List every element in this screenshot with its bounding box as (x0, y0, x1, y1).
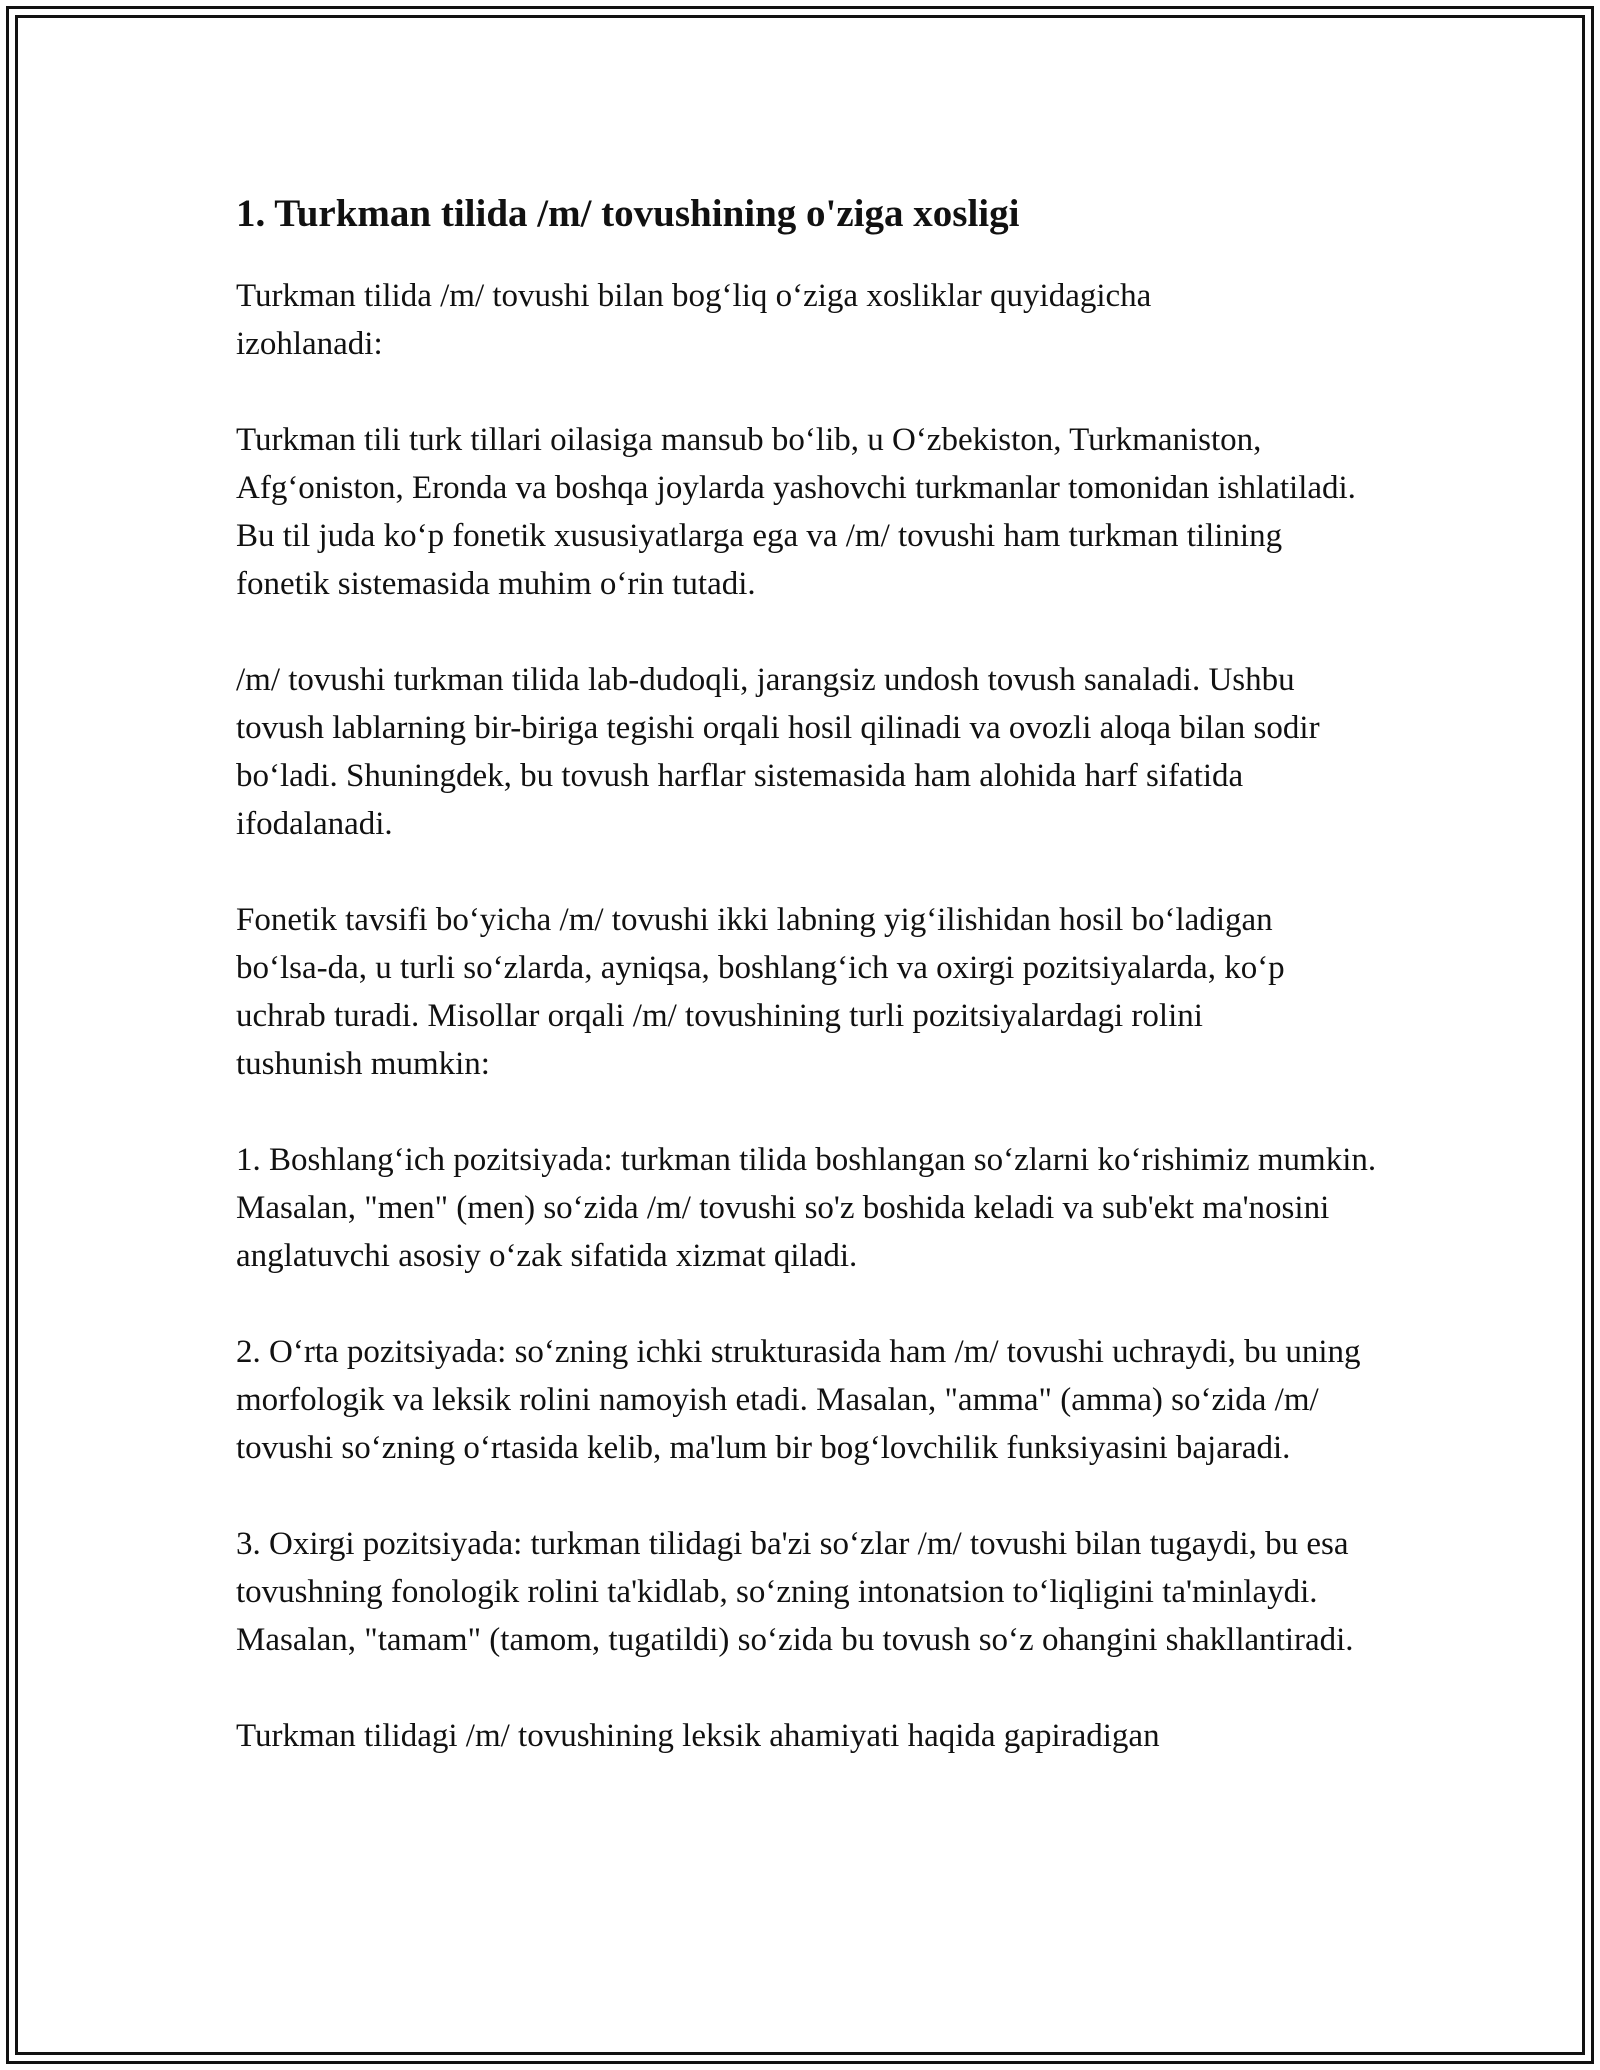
paragraph-lexical-significance: Turkman tilidagi /m/ tovushining leksik ahamiyati haqida gapiradigan (236, 1718, 1160, 1754)
paragraph-initial-position: 1. Boshlang‘ich pozitsiyada: turkman tilida boshlangan so‘zlarni ko‘rishimiz mumkin. Masalan, "men" (men) so‘zida /m/ tovushi so'z boshida keladi va sub'ekt ma'nosini anglatuvchi asosiy o‘zak sifatida xizmat qiladi. (236, 1142, 1377, 1274)
paragraph-phonetic-description: Fonetik tavsifi bo‘yicha /m/ tovushi ikki labning yig‘ilishidan hosil bo‘ladigan bo‘lsa-da, u turli so‘zlarda, ayniqsa, boshlang‘ich va oxirgi pozitsiyalarda, ko‘p uchrab turadi. Misollar orqali /m/ tovushining turli pozitsiyalardagi rolini tushunish mumkin: (236, 902, 1285, 1082)
document-body (236, 186, 1376, 1808)
paragraph-intro: Turkman tilida /m/ tovushi bilan bog‘liq o‘ziga xosliklar quyidagicha izohlanadi: (236, 278, 1152, 362)
paragraph-final-position: 3. Oxirgi pozitsiyada: turkman tilidagi ba'zi so‘zlar /m/ tovushi bilan tugaydi, bu esa tovushning fonologik rolini ta'kidlab, so‘zning intonatsion to‘liqligini ta'minlaydi. Masalan, "tamam" (tamom, tugatildi) so‘zida bu tovush so‘z ohangini shakllantiradi. (236, 1526, 1354, 1658)
paragraph-language-background: Turkman tili turk tillari oilasiga mansub bo‘lib, u O‘zbekiston, Turkmaniston, Afg‘oniston, Eronda va boshqa joylarda yashovchi turkmanlar tomonidan ishlatiladi. Bu til juda ko‘p fonetik xususiyatlarga ega va /m/ tovushi ham turkman tilining fonetik sistemasida muhim o‘rin tutadi. (236, 422, 1356, 602)
paragraph-articulation: /m/ tovushi turkman tilida lab-dudoqli, jarangsiz undosh tovush sanaladi. Ushbu tovush lablarning bir-biriga tegishi orqali hosil qilinadi va ovozli aloqa bilan sodir bo‘ladi. Shuningdek, bu tovush harflar sistemasida ham alohida harf sifatida ifodalanadi. (236, 662, 1320, 842)
document-heading: 1. Turkman tilida /m/ tovushining o'ziga xosligi (236, 192, 1020, 235)
paragraph-middle-position: 2. O‘rta pozitsiyada: so‘zning ichki strukturasida ham /m/ tovushi uchraydi, bu uning morfologik va leksik rolini namoyish etadi. Masalan, "amma" (amma) so‘zida /m/ tovushi so‘zning o‘rtasida kelib, ma'lum bir bog‘lovchilik funksiyasini bajaradi. (236, 1334, 1361, 1466)
